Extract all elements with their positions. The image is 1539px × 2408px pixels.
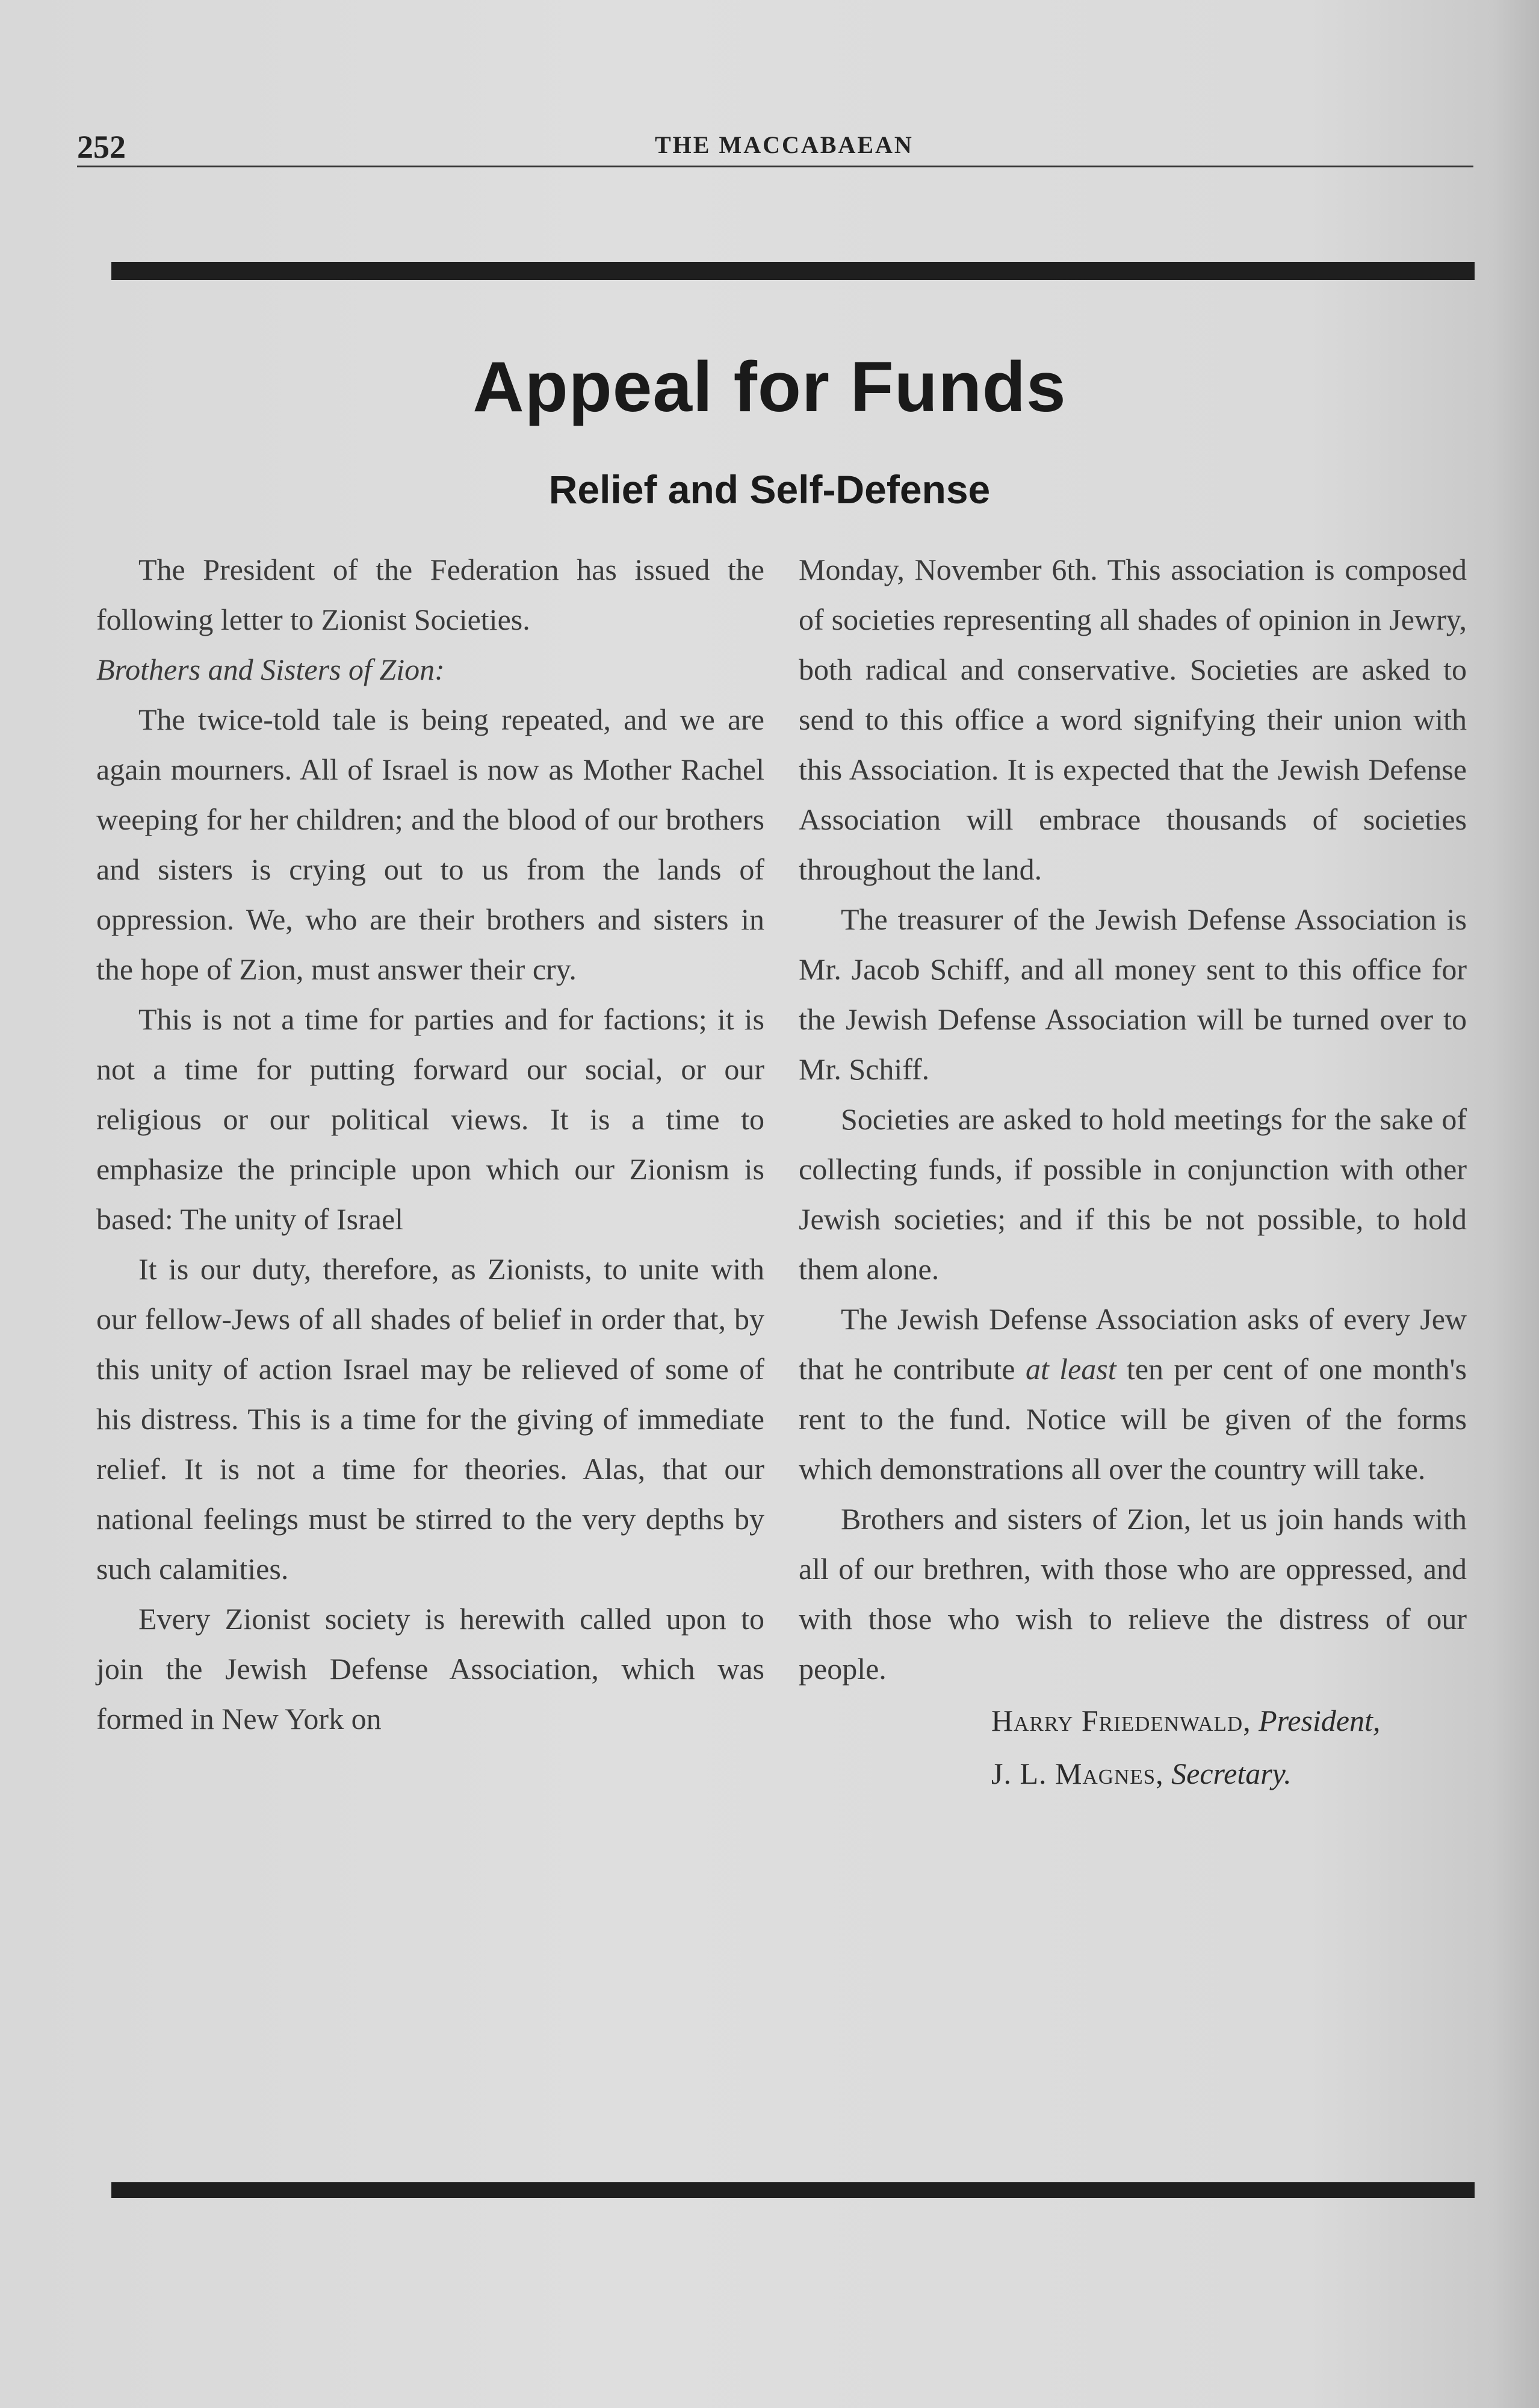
contribution-text-before: The Jewish Defense Association asks of every Jew that he contribute (799, 1302, 1467, 1386)
body-paragraph-1: The twice-told tale is being repeated, and we are again mourners. All of Israel is now as Mother Rachel weeping for her children; and the blood of our brothers and sisters is crying out to us from the lands of oppression. We, who are their brothers and sisters in the hope of Zion, must answer their cry. (96, 703, 764, 986)
article-title: Appeal for Funds (472, 347, 1067, 427)
meetings-paragraph: Societies are asked to hold meetings for the sake of collecting funds, if possible in conjunction with other Jewish societies; and if this be not possible, to hold them alone. (799, 1102, 1467, 1286)
signer-name: J. L. Magnes, (991, 1757, 1164, 1790)
contribution-emphasis: at least (1025, 1352, 1116, 1386)
closing-paragraph: Brothers and sisters of Zion, let us join hands with all of our brethren, with those who are oppressed, and with those who wish to relieve the distress of our people. (799, 1502, 1467, 1686)
continued-paragraph: Monday, November 6th. This association is composed of societies representing all shades of opinion in Jewry, both radical and conservative. Societies are asked to send to this office a word signifying their union with this Association. It is expected that the Jewish Defense Association will embrace thousands of societies throughout the land. (799, 553, 1467, 886)
right-column (799, 545, 1467, 1800)
signature-secretary (799, 1747, 1467, 1800)
top-decorative-rule (111, 262, 1475, 280)
left-column (96, 545, 764, 1744)
intro-paragraph: The President of the Federation has issued the following letter to Zionist Societies. (96, 553, 764, 636)
article-subtitle: Relief and Self-Defense (548, 467, 991, 512)
signature-president (799, 1694, 1467, 1747)
signer-role: Secretary. (1171, 1757, 1292, 1790)
journal-title: THE MACCABAEAN (655, 131, 914, 158)
body-paragraph-3: It is our duty, therefore, as Zionists, to unite with our fellow-Jews of all shades of belief in order that, by this unity of action Israel may be relieved of some of his distress. This is a time for the giving of immediate relief. It is not a time for theories. Alas, that our national feelings must be stirred to the very depths by such calamities. (96, 1252, 764, 1586)
treasurer-paragraph: The treasurer of the Jewish Defense Association is Mr. Jacob Schiff, and all money sent to this office for the Jewish Defense Association will be turned over to Mr. Schiff. (799, 902, 1467, 1086)
body-paragraph-2: This is not a time for parties and for factions; it is not a time for putting forward our social, or our religious or our political views. It is a time to emphasize the principle upon which our Zionism is based: The unity of Israel (96, 1002, 764, 1236)
bottom-decorative-rule (111, 2182, 1475, 2198)
signer-role: President, (1259, 1704, 1381, 1737)
page-number: 252 (77, 129, 126, 165)
signer-name: Harry Friedenwald, (991, 1704, 1251, 1737)
salutation: Brothers and Sisters of Zion: (96, 653, 445, 686)
running-head (77, 123, 1473, 167)
contribution-paragraph (799, 1294, 1467, 1494)
body-paragraph-4: Every Zionist society is herewith called upon to join the Jewish Defense Association, which was formed in New York on (96, 1602, 764, 1736)
contribution-text-after: ten per cent of one month's rent to the fund. Notice will be given of the forms which demonstrations all over the country will take. (799, 1352, 1467, 1486)
